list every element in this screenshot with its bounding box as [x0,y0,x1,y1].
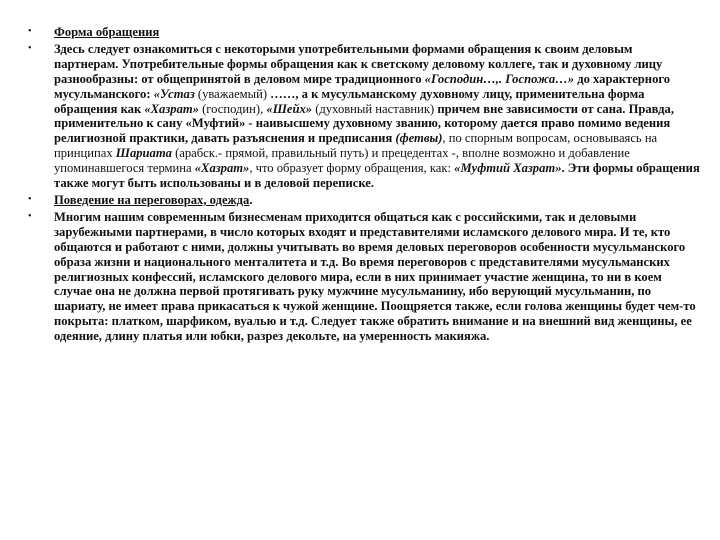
paragraph-text: причем вне зависимости от сана. Правда, применительно к сану «Муфтий» - наивысшему духовному званию, которому дается право помимо ведения религиозной практики, давать разъяснения и предписания [54,101,674,146]
bullet-icon: • [28,193,32,205]
paragraph-text: ……, а к мусульманскому духовному лицу, применительна форма обращения как [54,86,645,116]
paragraph-text: Многим нашим современным бизнесменам приходится общаться как с российскими, так и деловыми зарубежными партнерами, в число которых входят и представителями исламского делового мира. И те, кто общаются и работают с ними, должны учитывать во время деловых переговоров особенности мусульманского образа жизни и национального менталитета и т.д. Во время переговоров с представителями мусульманских религиозных конфессий, исламского делового мира, если в них принимает участие женщина, то ни в коем случае она не должна первой протягивать руку мужчине мусульманину, ибо верующий мусульманин, по шариату, не имеет права прикасаться к чужой женщине. Поощряется также, если голова женщины будет чем-то покрыта: платком, шарфиком, вуалью и т.д. Следует также обратить внимание и на внешний вид женщины, ее одеяние, длину платья или юбки, разрез декольте, на умеренность макияжа. [54,209,696,344]
heading-tail: . [249,192,253,207]
emphasis-shariat: Шариата [115,146,172,161]
emphasis-hazrat: «Хазрат» [144,101,199,116]
gloss-sheikh: (духовный наставник) [312,101,435,116]
list-item [28,193,700,208]
paragraph-text: и прецедентах -, вполне возможно и добавление упоминавшегося термина [54,146,630,176]
emphasis-sheikh: «Шейх» [266,101,313,116]
heading-negotiations: Поведение на переговорах, одежда [54,192,250,207]
list-item [28,42,700,191]
paragraph-text: Здесь следует ознакомиться с некоторыми употребительными формами обращения к своим деловым партнерам. Употребительные формы обращения как к светскому деловому коллеге, так и духовному лицу разнообразны: от общепринятой в деловом мире традиционного [54,41,663,86]
paragraph-text: , что образует форму обращения, как: [249,161,455,176]
bullet-icon: • [28,26,32,37]
paragraph-text: . Эти формы обращения также могут быть использованы и в деловой переписке. [54,161,700,191]
gloss-hazrat: (господин), [198,101,267,116]
emphasis-mufti: «Муфтий Хазрат» [454,161,562,176]
bullet-icon: • [28,42,32,54]
heading-address-form: Форма обращения [54,25,160,39]
paragraph-text: до характерного мусульманского: [54,71,671,101]
gloss-ustaz: (уважаемый) [194,86,268,101]
emphasis-ustaz: «Устаз [153,86,195,101]
paragraph-text: , по спорным вопросам, основываясь на принципах [54,131,658,161]
bullet-icon: • [28,210,32,222]
gloss-shariat: (арабск.- прямой, правильный путь) [171,146,369,161]
emphasis-fetva: (фетвы) [395,131,443,146]
list-item [28,25,700,40]
list-item [28,210,700,344]
emphasis-hazrat-2: «Хазрат» [194,161,250,176]
bullet-list [28,25,700,344]
emphasis-gospodin: «Господин…,. Госпожа…» [424,71,575,86]
